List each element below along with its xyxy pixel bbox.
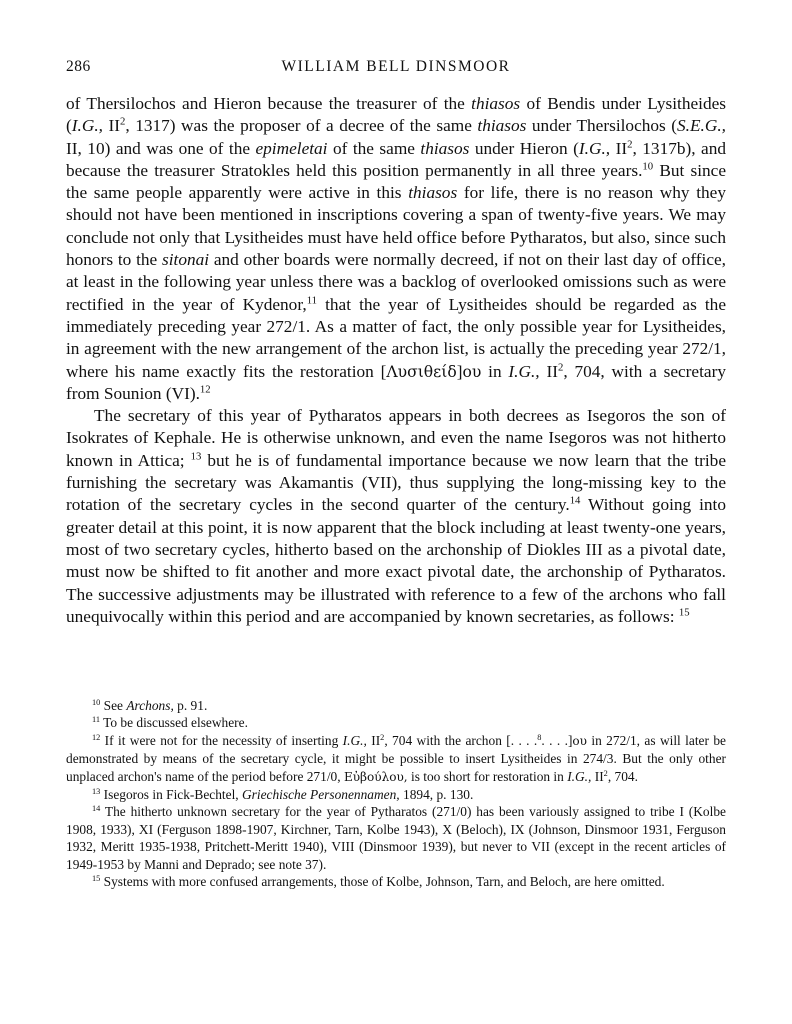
footnote-11 bbox=[66, 714, 726, 731]
superscript: 14 bbox=[569, 494, 581, 507]
text-run: 1894, p. 130. bbox=[399, 787, 474, 803]
text-run: II bbox=[539, 361, 558, 381]
superscript: 8 bbox=[537, 732, 542, 742]
text-run: To be discussed elsewhere. bbox=[100, 715, 248, 731]
text-run: See bbox=[100, 698, 127, 713]
text-run: II, 10) and was one of the bbox=[66, 138, 256, 158]
footnote-10 bbox=[66, 697, 726, 714]
text-run: , 1317) was the proposer of a decree of the same bbox=[125, 116, 478, 136]
footnote-14 bbox=[66, 803, 726, 873]
italic-run: thiasos bbox=[420, 138, 470, 158]
greek-run: ου bbox=[572, 733, 587, 748]
superscript: 15 bbox=[678, 606, 690, 619]
superscript: 14 bbox=[92, 804, 101, 814]
text-run: II bbox=[366, 732, 381, 748]
footnotes bbox=[66, 697, 726, 890]
main-text bbox=[66, 93, 726, 628]
superscript: 12 bbox=[199, 383, 211, 396]
italic-run: I.G., bbox=[567, 768, 592, 784]
text-run: is too short for restoration in bbox=[407, 768, 568, 784]
text-run: but he is of fundamental importance because we now learn that the tribe furnishing the secretary was Akamantis (VII), thus supplying the long-missing key to the rotation of the secretary cycles in the second quarter of the century. bbox=[66, 450, 726, 515]
text-run: Systems with more confused arrangements, those of Kolbe, Johnson, Tarn, and Beloch, are here omitted. bbox=[100, 874, 665, 890]
text-run: under Hieron ( bbox=[469, 138, 579, 158]
greek-run: Λυσιθείδ bbox=[386, 362, 457, 381]
text-run: II bbox=[610, 138, 628, 158]
text-run: The hitherto unknown secretary for the year of Pytharatos (271/0) has been variously assigned to tribe I (Kolbe 1908, 1933), XI (Ferguson 1898-1907, Kirchner, Tarn, Kolbe 1943), X (Beloch), IX (Johnson, Dinsmoor 1931, Ferguson 1932, Meritt 1935-1938, Pritchett-Meritt 1940), VIII (Dinsmoor 1939), but never to VII (except in the recent articles of 1949-1953 by Manni and Deprado; see note 37). bbox=[66, 804, 726, 872]
italic-run: thiasos bbox=[477, 116, 527, 136]
paragraph bbox=[66, 93, 726, 405]
superscript: 12 bbox=[92, 732, 101, 742]
text-run: for life, there is no reason why they should not have been mentioned in inscriptions covering a span of twenty-five years. We may conclude not only that Lysitheides must have held office before Pytharatos, but also, since such honors to the bbox=[66, 183, 726, 270]
text-run: in bbox=[481, 361, 509, 381]
text-run: The secretary of this year of Pytharatos appears in both decrees as Isegoros the son of Isokrates of Kephale. He is otherwise unknown, and even the name Isegoros was not hitherto known in Attica; bbox=[66, 406, 726, 470]
text-run: If it were not for the necessity of inserting bbox=[100, 732, 343, 748]
text-run: of Bendis under Lysitheides ( bbox=[66, 94, 727, 136]
text-run: that the year of Lysitheides should be regarded as the immediately preceding year 272/1. As a matter of fact, the only possible year for Lysitheides, in agreement with the new arrangement of the archon list, is actually the preceding year 272/1, where his name exactly fits the restoration [ bbox=[66, 294, 726, 381]
superscript: 15 bbox=[92, 874, 101, 884]
running-head: WILLIAM BELL DINSMOOR bbox=[281, 58, 511, 75]
greek-run: ου bbox=[462, 362, 482, 381]
text-run: II bbox=[102, 116, 121, 136]
footnote-13 bbox=[66, 786, 726, 803]
italic-run: I.G., bbox=[508, 361, 540, 381]
text-run: of the same bbox=[327, 138, 421, 158]
italic-run: thiasos bbox=[408, 183, 458, 203]
text-run: But since the same people apparently were active in this bbox=[66, 160, 727, 203]
text-run: , 704. bbox=[607, 768, 638, 784]
text-run: Isegoros in Fick-Bechtel, bbox=[100, 787, 242, 803]
text-run: and other boards were normally decreed, if not on their last day of office, at least in the following year unless there was a backlog of overlooked omissions such as were rectified in the year of Kydenor, bbox=[66, 250, 726, 314]
superscript: 2 bbox=[380, 732, 385, 742]
text-run: in 272/1, as will later be demonstrated by means of the secretary cycle, it might be possible to insert Lysitheides in 274/3. But the only other unplaced archon's name of the period before 271/0, bbox=[66, 732, 726, 784]
text-run: ] bbox=[456, 361, 463, 381]
text-run: , 704, with a secretary from Sounion (VI). bbox=[66, 361, 726, 403]
superscript: 11 bbox=[306, 294, 318, 307]
superscript: 10 bbox=[92, 698, 101, 708]
text-run: Without going into greater detail at this point, it is now apparent that the block including at least twenty-one years, most of two secretary cycles, hitherto based on the archonship of Diokles III as a pivotal date, must now be shifted to fit another and more exact pivotal date, the archonship of Pytharatos. The successive adjustments may be illustrated with reference to a few of the archons who fall unequivocally within this period and are accompanied by known secretaries, as follows: bbox=[66, 495, 726, 626]
superscript: 2 bbox=[603, 768, 608, 778]
text-run: II bbox=[591, 768, 604, 784]
superscript: 13 bbox=[92, 787, 101, 797]
italic-run: sitonai bbox=[162, 250, 210, 270]
text-run: p. 91. bbox=[173, 698, 208, 713]
text-run: of Thersilochos and Hieron because the treasurer of the bbox=[66, 94, 472, 113]
superscript: 2 bbox=[557, 361, 564, 374]
italic-run: I.G., bbox=[578, 138, 611, 158]
page-number: 286 bbox=[66, 58, 91, 75]
paragraph bbox=[66, 405, 726, 628]
superscript: 10 bbox=[642, 160, 654, 173]
footnote-12 bbox=[66, 732, 726, 786]
italic-run: I.G., bbox=[71, 116, 103, 136]
superscript: 11 bbox=[92, 715, 100, 725]
greek-run: Εὐβούλου, bbox=[343, 769, 408, 784]
footnote-15 bbox=[66, 873, 726, 890]
italic-run: S.E.G., bbox=[677, 116, 726, 136]
text-run: under Thersilochos ( bbox=[526, 116, 678, 136]
text-run: . . . .] bbox=[541, 732, 573, 748]
text-run: , 1317b), and because the treasurer Stratokles held this position permanently in all three years. bbox=[66, 138, 726, 180]
superscript: 13 bbox=[190, 450, 202, 463]
superscript: 2 bbox=[627, 138, 633, 151]
text-run: , 704 with the archon [. . . . bbox=[384, 732, 538, 748]
italic-run: epimeletai bbox=[255, 138, 328, 158]
italic-run: Griechische Personennamen, bbox=[241, 787, 400, 803]
page-header bbox=[66, 58, 726, 82]
italic-run: I.G., bbox=[342, 732, 367, 748]
italic-run: thiasos bbox=[471, 94, 521, 113]
italic-run: Archons, bbox=[126, 698, 174, 713]
superscript: 2 bbox=[120, 115, 126, 128]
